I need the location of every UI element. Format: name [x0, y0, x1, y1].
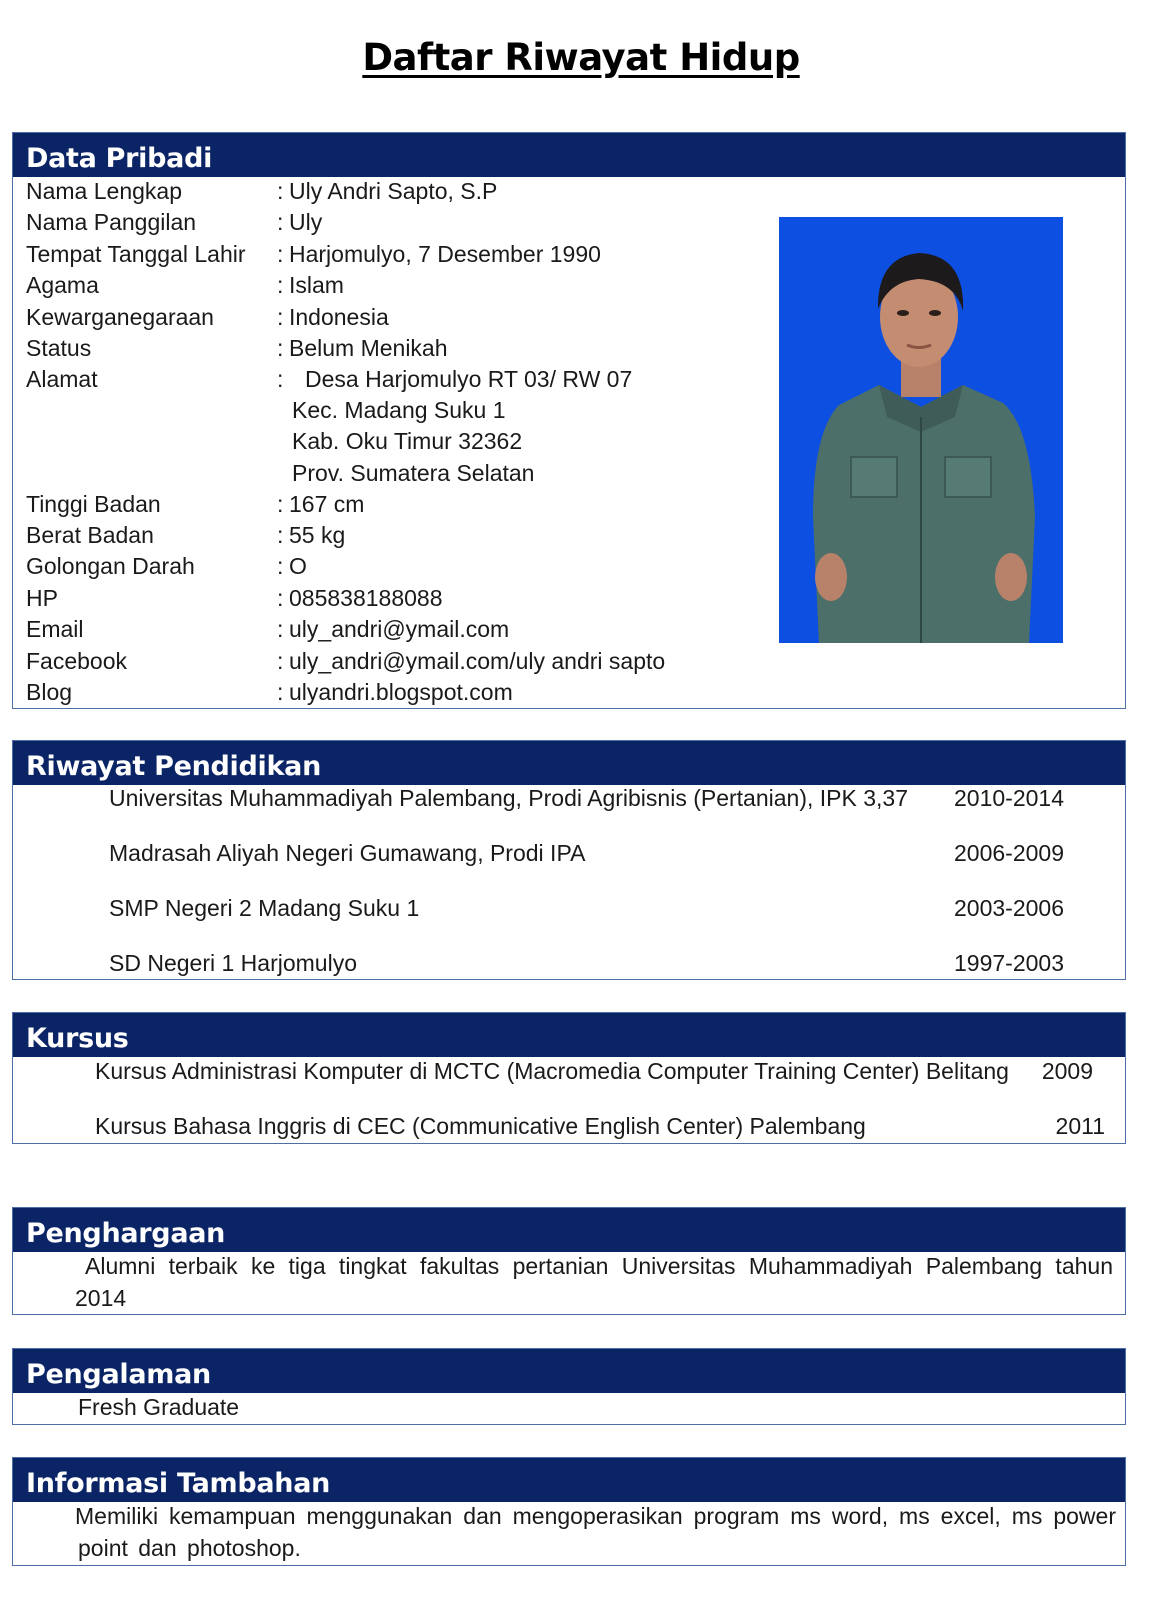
field-value: Harjomulyo, 7 Desember 1990 [289, 240, 601, 267]
address-line: Kab. Oku Timur 32362 [292, 428, 523, 455]
field-colon: : [277, 240, 284, 267]
education-name: SMP Negeri 2 Madang Suku 1 [109, 895, 420, 921]
section-heading: Pengalaman [13, 1349, 1125, 1393]
field-value: 167 cm [289, 490, 365, 517]
field-colon: : [277, 521, 284, 548]
field-colon: : [277, 335, 284, 361]
section-heading: Informasi Tambahan [13, 1458, 1125, 1502]
field-label: HP [26, 584, 58, 611]
section-heading: Data Pribadi [13, 133, 1125, 177]
section-pengalaman [12, 1348, 1126, 1425]
field-colon: : [277, 209, 284, 236]
field-value: Indonesia [289, 303, 389, 330]
education-name: SD Negeri 1 Harjomulyo [109, 950, 357, 976]
education-item [109, 893, 1064, 924]
field-colon: : [277, 647, 284, 674]
field-colon: : [277, 272, 284, 299]
field-value: Uly Andri Sapto, S.P [289, 178, 498, 204]
field-value: 55 kg [289, 521, 346, 548]
field-label: Berat Badan [26, 521, 154, 548]
field-label: Tempat Tanggal Lahir [26, 240, 246, 267]
field-colon: : [277, 178, 284, 204]
field-label: Alamat [26, 366, 98, 393]
section-heading: Riwayat Pendidikan [13, 741, 1125, 785]
field-value: Uly [289, 209, 323, 236]
education-years: 2010-2014 [954, 785, 1064, 811]
field-value: Islam [289, 272, 344, 299]
field-colon: : [277, 553, 284, 580]
address-line: Prov. Sumatera Selatan [292, 459, 535, 486]
field-value: uly_andri@ymail.com [289, 616, 510, 643]
course-name: Kursus Bahasa Inggris di CEC (Communicative English Center) Palembang [95, 1113, 866, 1139]
award-text: Alumni terbaik ke tiga tingkat fakultas pertanian Universitas Muhammadiyah Palembang tahun 2014 [75, 1253, 1113, 1311]
course-year: 2011 [1055, 1113, 1105, 1139]
education-item [109, 838, 1064, 869]
field-label: Golongan Darah [26, 553, 195, 580]
additional-info-text: Memiliki kemampuan menggunakan dan mengoperasikan program ms word, ms excel, ms power point dan photoshop. [75, 1503, 1116, 1561]
section-informasi-tambahan [12, 1457, 1126, 1566]
field-label: Facebook [26, 647, 128, 674]
field-value: O [289, 553, 307, 580]
field-value: Desa Harjomulyo RT 03/ RW 07 [305, 366, 633, 393]
course-item [95, 1056, 1105, 1087]
field-colon: : [277, 490, 284, 517]
course-name: Kursus Administrasi Komputer di MCTC (Macromedia Computer Training Center) Belitang [95, 1058, 1009, 1084]
field-value: ulyandri.blogspot.com [289, 678, 513, 705]
education-years: 2003-2006 [954, 895, 1064, 921]
education-years: 1997-2003 [954, 950, 1064, 976]
field-colon: : [277, 616, 284, 643]
field-colon: : [277, 584, 284, 611]
field-label: Tinggi Badan [26, 490, 161, 517]
education-item [109, 948, 1064, 979]
field-label: Email [26, 616, 84, 643]
section-data-pribadi [12, 132, 1126, 709]
field-label: Status [26, 335, 92, 361]
field-colon: : [277, 366, 284, 393]
field-value: Belum Menikah [289, 335, 448, 361]
education-name: Universitas Muhammadiyah Palembang, Prodi Agribisnis (Pertanian), IPK 3,37 [109, 785, 908, 811]
course-item [95, 1111, 1105, 1142]
field-value: 085838188088 [289, 584, 443, 611]
section-kursus [12, 1012, 1126, 1144]
education-years: 2006-2009 [954, 840, 1064, 866]
section-penghargaan [12, 1207, 1126, 1315]
field-value: uly_andri@ymail.com/uly andri sapto [289, 647, 666, 674]
profile-photo [779, 217, 1063, 643]
address-line: Kec. Madang Suku 1 [292, 397, 506, 423]
field-label: Agama [26, 272, 99, 299]
course-year: 2009 [1041, 1058, 1093, 1084]
section-riwayat-pendidikan [12, 740, 1126, 980]
education-item [109, 783, 1064, 814]
field-colon: : [277, 678, 284, 705]
field-colon: : [277, 303, 284, 330]
document-title: Daftar Riwayat Hidup [362, 36, 800, 79]
section-heading: Penghargaan [13, 1208, 1125, 1252]
experience-text: Fresh Graduate [78, 1394, 240, 1420]
field-label: Nama Lengkap [26, 178, 182, 204]
field-label: Kewarganegaraan [26, 303, 214, 330]
field-label: Blog [26, 678, 73, 705]
field-label: Nama Panggilan [26, 209, 197, 236]
education-name: Madrasah Aliyah Negeri Gumawang, Prodi IPA [109, 840, 586, 866]
section-heading: Kursus [13, 1013, 1125, 1057]
